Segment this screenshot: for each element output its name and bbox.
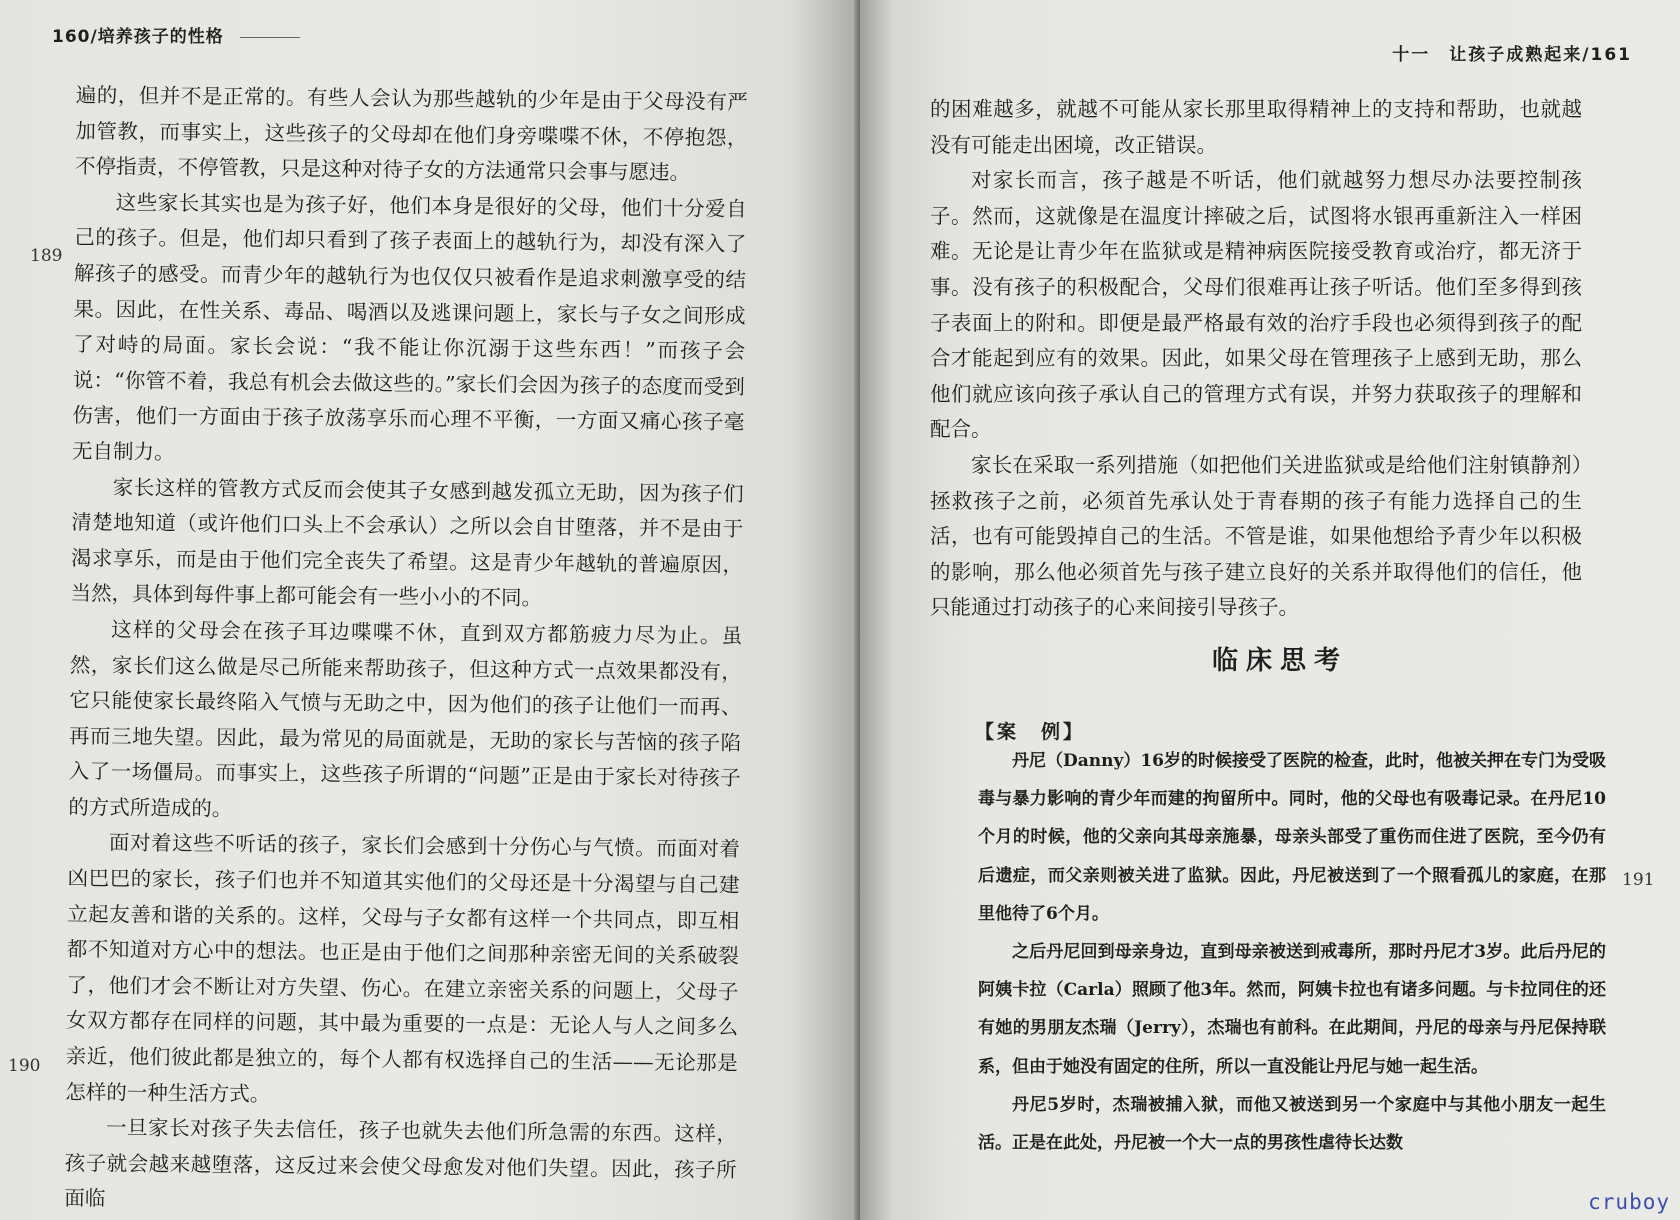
margin-number-189: 189 [30, 246, 63, 266]
case-paragraph-2: 之后丹尼回到母亲身边，直到母亲被送到戒毒所，那时丹尼才3岁。此后丹尼的阿姨卡拉（Carla）照顾了他3年。然而，阿姨卡拉也有诸多问题。与卡拉同住的还有她的男朋友杰瑞（Jerry），杰瑞也有前科。在此期间，丹尼的母亲与丹尼保持联系，但由于她没有固定的住所，所以一直没能让丹尼与她一起生活。 [978, 942, 1606, 1077]
header-rule [240, 37, 300, 38]
right-paragraph-2: 对家长而言，孩子越是不听话，他们就越努力想尽办法要控制孩子。然而，这就像是在温度计摔破之后，试图将水银再重新注入一样困难。无论是让青少年在监狱或是精神病医院接受教育或治疗，都无济于事。没有孩子的积极配合，父母们很难再让孩子听话。他们至多得到孩子表面上的附和。即便是最严格最有效的治疗手段也必须得到孩子的配合才能起到应有的效果。因此，如果父母在管理孩子上感到无助，那么他们就应该向孩子承认自己的管理方式有误，并努力获取孩子的理解和配合。 [930, 168, 1582, 442]
right-header-text: 十一 让孩子成熟起来/161 [1392, 45, 1632, 65]
left-running-header [52, 22, 300, 47]
left-paragraph-6: 一旦家长对孩子失去信任，孩子也就失去他们所急需的东西。这样，孩子就会越来越堕落，这反过来会使父母愈发对他们失望。因此，孩子所面临 [64, 1115, 738, 1211]
left-paragraph-3: 家长这样的管教方式反而会使其子女感到越发孤立无助，因为孩子们清楚地知道（或许他们口头上不会承认）之所以会自甘堕落，并不是由于渴求享乐，而是由于他们完全丧失了希望。这是青少年越轨的普遍原因，当然，具体到每件事上都可能会有一些小小的不同。 [70, 474, 744, 611]
case-paragraph-3: 丹尼5岁时，杰瑞被捕入狱，而他又被送到另一个家庭中与其他小朋友一起生活。正是在此处，丹尼被一个大一点的男孩性虐待长达数 [978, 1094, 1606, 1154]
left-paragraph-4: 这样的父母会在孩子耳边喋喋不休，直到双方都筋疲力尽为止。虽然，家长们这么做是尽己所能来帮助孩子，但这种方式一点效果都没有，它只能使家长最终陷入气愤与无助之中，因为他们的孩子让他们一而再、再而三地失望。因此，最为常见的局面就是，无助的家长与苦恼的孩子陷入了一场僵局。而事实上，这些孩子所谓的“问题”正是由于家长对待孩子的方式所造成的。 [68, 617, 743, 821]
case-body-text [978, 742, 1606, 1162]
left-body-text [64, 78, 748, 1220]
left-paragraph-1: 遍的，但并不是正常的。有些人会认为那些越轨的少年是由于父母没有严加管教，而事实上，这些孩子的父母却在他们身旁喋喋不休，不停抱怨，不停指责，不停管教，只是这种对待子女的方法通常只会事与愿违。 [74, 82, 748, 185]
right-paragraph-1: 的困难越多，就越不可能从家长那里取得精神上的支持和帮助，也就越没有可能走出困境，改正错误。 [930, 97, 1582, 157]
case-label: 【案 例】 [975, 721, 1086, 743]
margin-number-191: 191 [1622, 870, 1655, 890]
left-header-text: 160/培养孩子的性格 [52, 27, 224, 47]
section-title: 临床思考 [1211, 646, 1348, 676]
watermark-text: cruboy [1588, 1190, 1670, 1214]
left-paragraph-2: 这些家长其实也是为孩子好，他们本身是很好的父母，他们十分爱自己的孩子。但是，他们却只看到了孩子表面上的越轨行为，却没有深入了解孩子的感受。而青少年的越轨行为也仅仅只被看作是追求刺激享受的结果。因此，在性关系、毒品、喝酒以及逃课问题上，家长与子女之间形成了对峙的局面。家长会说：“我不能让你沉溺于这些东西！”而孩子会说：“你管不着，我总有机会去做这些的。”家长们会因为孩子的态度而受到伤害，他们一方面由于孩子放荡享乐而心理不平衡，一方面又痛心孩子毫无自制力。 [71, 190, 747, 464]
margin-number-190: 190 [8, 1056, 41, 1076]
case-paragraph-1: 丹尼（Danny）16岁的时候接受了医院的检查，此时，他被关押在专门为受吸毒与暴力影响的青少年而建的拘留所中。同时，他的父母也有吸毒记录。在丹尼10个月的时候，他的父亲向其母亲施暴，母亲头部受了重伤而住进了医院，至今仍有后遗症，而父亲则被关进了监狱。因此，丹尼被送到了一个照看孤儿的家庭，在那里他待了6个月。 [978, 751, 1607, 924]
right-body-text [930, 92, 1582, 626]
right-paragraph-3: 家长在采取一系列措施（如把他们关进监狱或是给他们注射镇静剂）拯救孩子之前，必须首先承认处于青春期的孩子有能力选择自己的生活，也有可能毁掉自己的生活。不管是谁，如果他想给予青少年以积极的影响，那么他必须首先与孩子建立良好的关系并取得他们的信任，他只能通过打动孩子的心来间接引导孩子。 [930, 452, 1582, 620]
right-running-header [1392, 40, 1632, 65]
left-paragraph-5: 面对着这些不听话的孩子，家长们会感到十分伤心与气愤。而面对着凶巴巴的家长，孩子们也并不知道其实他们的父母还是十分渴望与自己建立起友善和谐的关系的。这样，父母与子女都有这样一个共同点，即互相都不知道对方心中的想法。也正是由于他们之间那种亲密无间的关系破裂了，他们才会不断让对方失望、伤心。在建立亲密关系的问题上，父母子女双方都存在同样的问题，其中最为重要的一点是：无论人与人之间多么亲近，他们彼此都是独立的，每个人都有权选择自己的生活——无论那是怎样的一种生活方式。 [65, 830, 741, 1106]
